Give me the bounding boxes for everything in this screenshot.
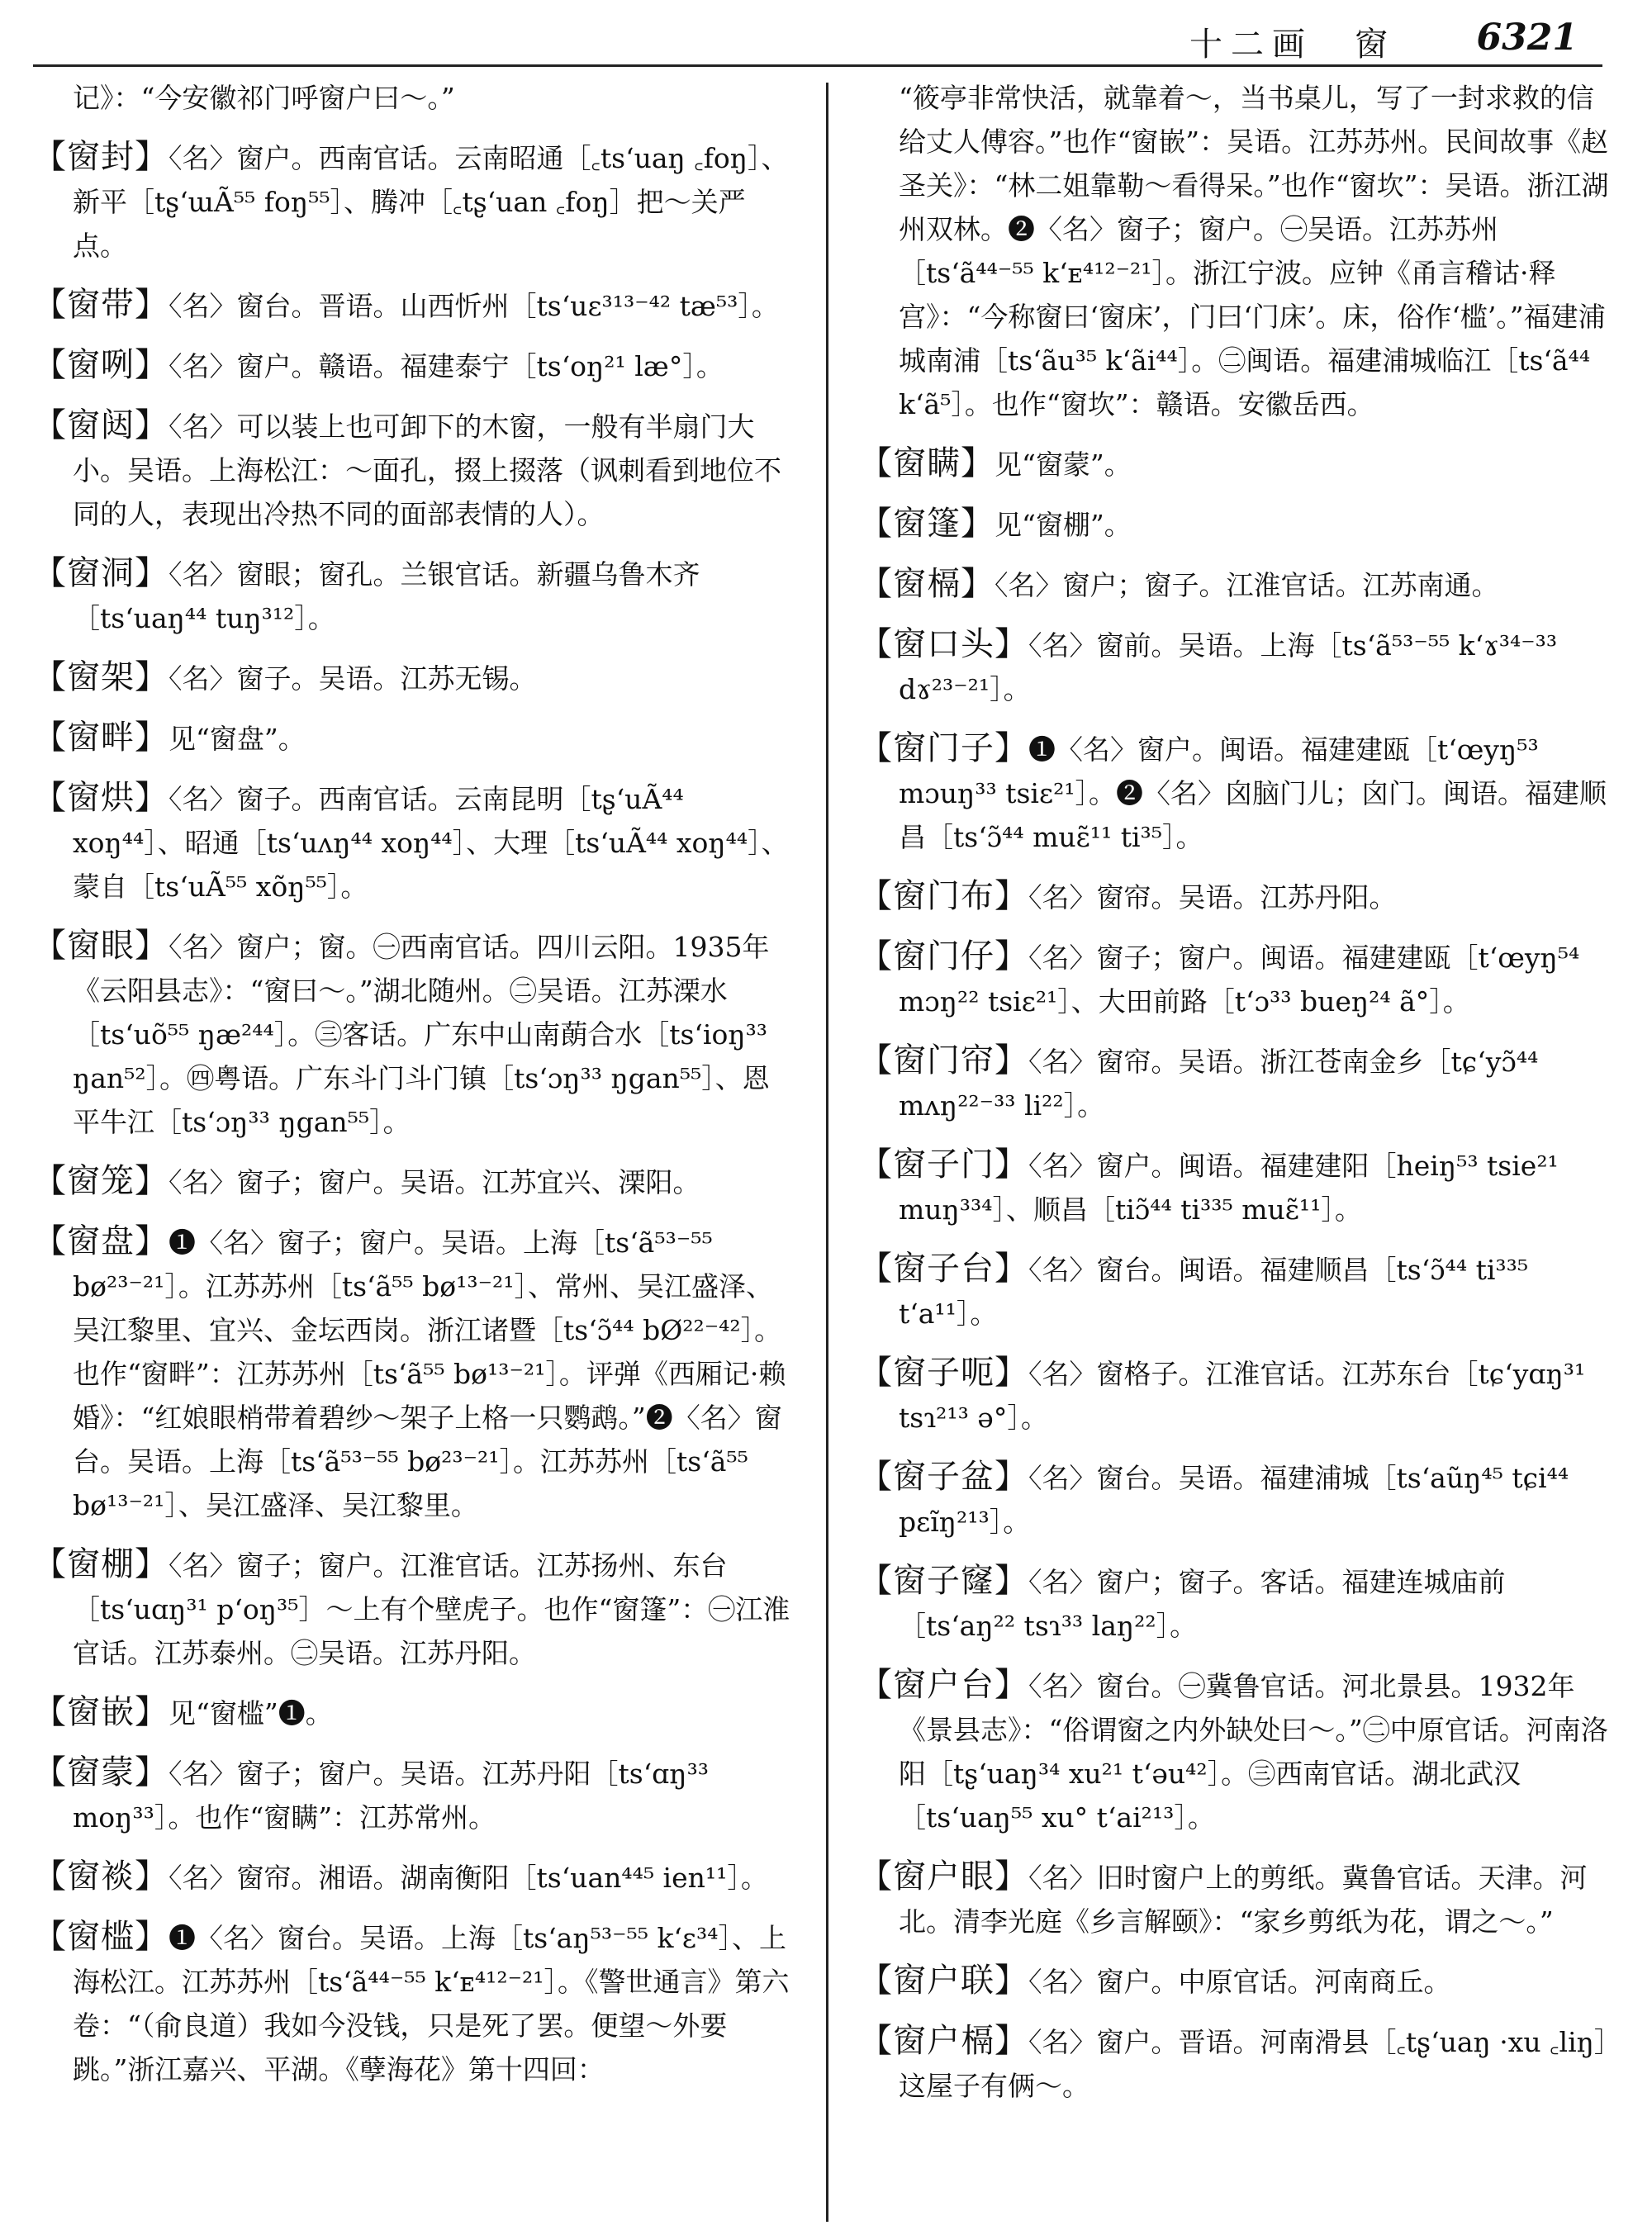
- continuation-text: [33, 76, 793, 120]
- dictionary-entry: [33, 1855, 793, 1900]
- headword-text: 窗门子: [893, 729, 995, 767]
- entry-definition: 〈名〉窗户；窗子。客话。福建连城庙前［tsʻaŋ²² tsɿ³³ laŋ²²］。: [899, 1566, 1506, 1642]
- entry-definition: 见“窗槛”❶。: [169, 1697, 333, 1729]
- entry-headword: 【窗封】: [33, 138, 169, 176]
- entry-headword: 【窗裧】: [33, 1858, 169, 1896]
- entry-definition: “筱亭非常快活，就靠着～，当书桌儿，写了一封求救的信给丈人傅容。”也作“窗嵌”：吴语。江苏苏州。民间故事《赵圣关》：“林二姐靠勒～看得呆。”也作“窗坎”：吴语。浙江湖州双林。❷〈名〉窗子；窗户。㊀吴语。江苏苏州［tsʻã⁴⁴⁻⁵⁵ kʻᴇ⁴¹²⁻²¹］。浙江宁波。应钟《甬言稽诂·释宫》：“今称窗曰‘窗床’，门曰‘门床’。床，俗作‘槛’。”福建浦城南浦［tsʻãu³⁵ kʻãi⁴⁴］。㊁闽语。福建浦城临江［tsʻã⁴⁴ kʻã⁵］。也作“窗坎”：赣语。安徽岳西。: [899, 82, 1609, 420]
- page-number: 6321: [1476, 17, 1578, 59]
- headword-text: 窗盘: [67, 1222, 135, 1260]
- entry-definition: ❶〈名〉窗台。吴语。上海［tsʻaŋ⁵³⁻⁵⁵ kʻɛ³⁴］、上海松江。江苏苏州［tsʻã⁴⁴⁻⁵⁵ kʻᴇ⁴¹²⁻²¹］。《警世通言》第六卷：“（俞良道）我如今没钱，只是死了罢。便望～外要跳。”浙江嘉兴、平湖。《孽海花》第十四回：: [73, 1922, 790, 2085]
- entry-definition: ❶〈名〉窗子；窗户。吴语。上海［tsʻã⁵³⁻⁵⁵ bø²³⁻²¹］。江苏苏州［tsʻã⁵⁵ bø¹³⁻²¹］、常州、吴江盛泽、吴江黎里、宜兴、金坛西岗。浙江诸暨［tsʻɔ̃⁴⁴ bØ²²⁻⁴²］。也作“窗畔”：江苏苏州［tsʻã⁵⁵ bø¹³⁻²¹］。评弹《西厢记·赖婚》：“红娘眼梢带着碧纱～架子上格一只鹦鹉。”❷〈名〉窗台。吴语。上海［tsʻã⁵³⁻⁵⁵ bø²³⁻²¹］。江苏苏州［tsʻã⁵⁵ bø¹³⁻²¹］、吴江盛泽、吴江黎里。: [73, 1226, 786, 1521]
- entry-definition: 见“窗棚”。: [995, 509, 1132, 541]
- dictionary-entry: [33, 656, 793, 700]
- entry-headword: 【窗子窿】: [859, 1562, 1028, 1600]
- entry-definition: 〈名〉窗台。闽语。福建顺昌［tsʻɔ̃⁴⁴ ti³³⁵ tʻa¹¹］。: [899, 1254, 1529, 1330]
- column-divider: [826, 83, 828, 2222]
- headword-text: 窗子盆: [893, 1458, 995, 1496]
- dictionary-entry: [859, 935, 1619, 1023]
- dictionary-entry: [33, 716, 793, 761]
- dictionary-entry: [33, 776, 793, 909]
- dictionary-entry: [859, 1959, 1619, 2004]
- headword-text: 窗户眼: [893, 1858, 995, 1896]
- entry-definition: 〈名〉窗子；窗户。闽语。福建建瓯［tʻœyŋ⁵⁴ mɔŋ²² tsiɛ²¹］、大田前路［tʻɔ³³ bueŋ²⁴ ã°］。: [899, 942, 1580, 1018]
- entry-definition: 〈名〉窗前。吴语。上海［tsʻã⁵³⁻⁵⁵ kʻɤ³⁴⁻³³ dɤ²³⁻²¹］。: [899, 629, 1558, 705]
- entry-headword: 【窗蒙】: [33, 1753, 169, 1791]
- headword-text: 窗子门: [893, 1146, 995, 1184]
- headword-text: 窗咧: [67, 346, 135, 384]
- dictionary-entry: [859, 442, 1619, 486]
- headword-text: 窗子呃: [893, 1354, 995, 1392]
- entry-definition: 〈名〉窗帘。湘语。湖南衡阳［tsʻuan⁴⁴⁵ ien¹¹］。: [169, 1862, 768, 1894]
- entry-headword: 【窗畔】: [33, 719, 169, 757]
- entry-definition: 〈名〉窗台。晋语。山西忻州［tsʻuɛ³¹³⁻⁴² tæ⁵³］。: [169, 290, 779, 322]
- headword-text: 窗封: [67, 138, 135, 176]
- entry-headword: 【窗槛】: [33, 1918, 169, 1956]
- entry-definition: 〈名〉窗户。闽语。福建建阳［heiŋ⁵³ tsie²¹ muŋ³³⁴］、顺昌［tiɔ̃⁴⁴ ti³³⁵ muɛ̃¹¹］。: [899, 1150, 1559, 1226]
- entry-definition: ❶〈名〉窗户。闽语。福建建瓯［tʻœyŋ⁵³ mɔuŋ³³ tsiɛ²¹］。❷〈名〉囟脑门儿；囟门。闽语。福建顺昌［tsʻɔ̃⁴⁴ muɛ̃¹¹ ti³⁵］。: [899, 733, 1607, 853]
- entry-headword: 【窗棚】: [33, 1545, 169, 1583]
- entry-headword: 【窗笼】: [33, 1162, 169, 1200]
- continuation-text: [859, 76, 1619, 426]
- entry-definition: 〈名〉窗子。西南官话。云南昆明［tʂʻuÃ⁴⁴ xoŋ⁴⁴］、昭通［tsʻuʌŋ⁴⁴ xoŋ⁴⁴］、大理［tsʻuÃ⁴⁴ xoŋ⁴⁴］、蒙自［tsʻuÃ⁵⁵ xõŋ⁵⁵］。: [73, 783, 789, 903]
- headword-text: 窗裧: [67, 1858, 135, 1896]
- entry-headword: 【窗眼】: [33, 927, 169, 965]
- dictionary-entry: [859, 1247, 1619, 1336]
- headword-text: 窗子窿: [893, 1562, 995, 1600]
- entry-headword: 【窗洞】: [33, 554, 169, 592]
- entry-definition: 见“窗蒙”。: [995, 448, 1132, 481]
- dictionary-entry: [859, 502, 1619, 547]
- entry-headword: 【窗户槅】: [859, 2022, 1028, 2060]
- dictionary-entry: [33, 344, 793, 388]
- headword-text: 窗洞: [67, 554, 135, 592]
- entry-definition: 〈名〉窗户。西南官话。云南昭通［꜀tsʻuaŋ ꜀foŋ］、新平［tʂʻɯÃ⁵⁵ foŋ⁵⁵］、腾冲［꜀tʂʻuan ꜀foŋ］把～关严点。: [73, 142, 789, 262]
- entry-headword: 【窗盘】: [33, 1222, 169, 1260]
- entry-headword: 【窗闼】: [33, 406, 169, 444]
- header-rule: [33, 64, 1602, 67]
- entry-definition: 〈名〉窗台。吴语。福建浦城［tsʻaũŋ⁴⁵ tɕi⁴⁴ pɛĩŋ²¹³］。: [899, 1462, 1569, 1538]
- entry-definition: 〈名〉旧时窗户上的剪纸。冀鲁官话。天津。河北。清李光庭《乡言解颐》：“家乡剪纸为花，谓之～。”: [899, 1862, 1588, 1938]
- dictionary-entry: [859, 2019, 1619, 2108]
- dictionary-entry: [859, 1351, 1619, 1440]
- headword-text: 窗笼: [67, 1162, 135, 1200]
- entry-headword: 【窗子呃】: [859, 1354, 1028, 1392]
- entry-definition: 〈名〉窗子；窗户。吴语。江苏宜兴、溧阳。: [169, 1166, 700, 1198]
- page-header: [33, 0, 1602, 66]
- entry-definition: 〈名〉窗格子。江淮官话。江苏东台［tɕʻyɑŋ³¹ tsɿ²¹³ ə°］。: [899, 1358, 1586, 1434]
- dictionary-entry: [33, 135, 793, 268]
- entry-definition: 〈名〉窗帘。吴语。江苏丹阳。: [1028, 881, 1397, 913]
- headword-text: 窗户槅: [893, 2022, 995, 2060]
- entry-headword: 【窗子台】: [859, 1250, 1028, 1288]
- entry-headword: 【窗嵌】: [33, 1693, 169, 1731]
- entry-headword: 【窗子门】: [859, 1146, 1028, 1184]
- section-title: 十二画 窗: [1189, 26, 1396, 64]
- dictionary-entry: [859, 1143, 1619, 1231]
- entry-headword: 【窗瞒】: [859, 444, 995, 482]
- dictionary-entry: [859, 1855, 1619, 1943]
- entry-headword: 【窗户联】: [859, 1962, 1028, 2000]
- dictionary-entry: [859, 562, 1619, 607]
- dictionary-entry: [33, 1543, 793, 1675]
- headword-text: 窗槅: [893, 565, 961, 603]
- entry-definition: 〈名〉窗户；窗。㊀西南官话。四川云阳。1935年《云阳县志》：“窗曰～。”湖北随州。㊁吴语。江苏溧水［tsʻuõ⁵⁵ ŋæ²⁴⁴］。㊂客话。广东中山南蓢合水［tsʻioŋ³³ ŋan⁵²］。㊃粤语。广东斗门斗门镇［tsʻɔŋ³³ ŋgan⁵⁵］、恩平牛江［tsʻɔŋ³³ ŋgan⁵⁵］。: [73, 931, 770, 1138]
- dictionary-entry: [33, 1691, 793, 1735]
- headword-text: 窗门仔: [893, 937, 995, 975]
- dictionary-entry: [859, 1039, 1619, 1127]
- entry-definition: 〈名〉窗户。赣语。福建泰宁［tsʻoŋ²¹ læ°］。: [169, 350, 724, 382]
- headword-text: 窗闼: [67, 406, 135, 444]
- headword-text: 窗嵌: [67, 1693, 135, 1731]
- entry-definition: 〈名〉窗台。㊀冀鲁官话。河北景县。1932年《景县志》：“俗谓窗之内外缺处曰～。”㊁中原官话。河南洛阳［tʂʻuaŋ³⁴ xu²¹ tʻəu⁴²］。㊂西南官话。湖北武汉［tsʻuaŋ⁵⁵ xu° tʻai²¹³］。: [899, 1670, 1608, 1834]
- headword-text: 窗带: [67, 286, 135, 324]
- headword-text: 窗架: [67, 658, 135, 696]
- entry-definition: 〈名〉窗户。晋语。河南滑县［꜀tʂʻuaŋ ·xu ꜀liŋ］这屋子有俩～。: [899, 2026, 1608, 2102]
- dictionary-entry: [33, 924, 793, 1144]
- headword-text: 窗户联: [893, 1962, 995, 2000]
- left-column: [33, 76, 793, 2107]
- dictionary-entry: [33, 1220, 793, 1527]
- dictionary-entry: [33, 1915, 793, 2091]
- dictionary-entry: [33, 404, 793, 536]
- dictionary-entry: [33, 1751, 793, 1839]
- dictionary-entry: [859, 1455, 1619, 1544]
- entry-definition: 〈名〉窗子；窗户。吴语。江苏丹阳［tsʻɑŋ³³ moŋ³³］。也作“窗瞒”：江苏常州。: [73, 1758, 710, 1834]
- headword-text: 窗烘: [67, 779, 135, 817]
- entry-headword: 【窗门帘】: [859, 1041, 1028, 1079]
- entry-definition: 〈名〉窗户。中原官话。河南商丘。: [1028, 1966, 1451, 1998]
- entry-headword: 【窗咧】: [33, 346, 169, 384]
- headword-text: 窗口头: [893, 625, 995, 663]
- dictionary-entry: [859, 875, 1619, 919]
- entry-definition: 记》：“今安徽祁门呼窗户曰～。”: [73, 82, 455, 114]
- dictionary-entry: [859, 1559, 1619, 1648]
- entry-headword: 【窗门仔】: [859, 937, 1028, 975]
- entry-headword: 【窗架】: [33, 658, 169, 696]
- headword-text: 窗瞒: [893, 444, 961, 482]
- dictionary-entry: [859, 1663, 1619, 1839]
- entry-headword: 【窗户台】: [859, 1666, 1028, 1704]
- entry-headword: 【窗烘】: [33, 779, 169, 817]
- entry-headword: 【窗口头】: [859, 625, 1028, 663]
- headword-text: 窗门帘: [893, 1041, 995, 1079]
- entry-headword: 【窗户眼】: [859, 1858, 1028, 1896]
- headword-text: 窗篷: [893, 505, 961, 543]
- entry-headword: 【窗篷】: [859, 505, 995, 543]
- headword-text: 窗户台: [893, 1666, 995, 1704]
- entry-headword: 【窗子盆】: [859, 1458, 1028, 1496]
- entry-definition: 〈名〉窗帘。吴语。浙江苍南金乡［tɕʻyɔ̃⁴⁴ mʌŋ²²⁻³³ li²²］。: [899, 1046, 1539, 1122]
- headword-text: 窗子台: [893, 1250, 995, 1288]
- entry-definition: 〈名〉窗子；窗户。江淮官话。江苏扬州、东台［tsʻuɑŋ³¹ pʻoŋ³⁵］～上有个壁虎子。也作“窗篷”：㊀江淮官话。江苏泰州。㊁吴语。江苏丹阳。: [73, 1549, 790, 1669]
- entry-headword: 【窗门布】: [859, 877, 1028, 915]
- entry-definition: 〈名〉窗子。吴语。江苏无锡。: [169, 662, 537, 695]
- entry-headword: 【窗槅】: [859, 565, 995, 603]
- headword-text: 窗门布: [893, 877, 995, 915]
- entry-definition: 见“窗盘”。: [169, 723, 306, 755]
- entry-headword: 【窗门子】: [859, 729, 1028, 767]
- dictionary-entry: [859, 623, 1619, 711]
- dictionary-entry: [859, 727, 1619, 859]
- entry-headword: 【窗带】: [33, 286, 169, 324]
- entry-definition: 〈名〉窗户；窗子。江淮官话。江苏南通。: [995, 569, 1499, 601]
- entry-definition: 〈名〉窗眼；窗孔。兰银官话。新疆乌鲁木齐［tsʻuaŋ⁴⁴ tuŋ³¹²］。: [73, 558, 700, 634]
- dictionary-entry: [33, 1160, 793, 1204]
- headword-text: 窗棚: [67, 1545, 135, 1583]
- entry-definition: 〈名〉可以装上也可卸下的木窗，一般有半扇门大小。吴语。上海松江：～面孔，掇上掇落（讽刺看到地位不同的人，表现出冷热不同的面部表情的人）。: [73, 410, 781, 530]
- headword-text: 窗槛: [67, 1918, 135, 1956]
- headword-text: 窗畔: [67, 719, 135, 757]
- dictionary-entry: [33, 552, 793, 640]
- right-column: [859, 76, 1619, 2123]
- headword-text: 窗眼: [67, 927, 135, 965]
- dictionary-entry: [33, 283, 793, 328]
- headword-text: 窗蒙: [67, 1753, 135, 1791]
